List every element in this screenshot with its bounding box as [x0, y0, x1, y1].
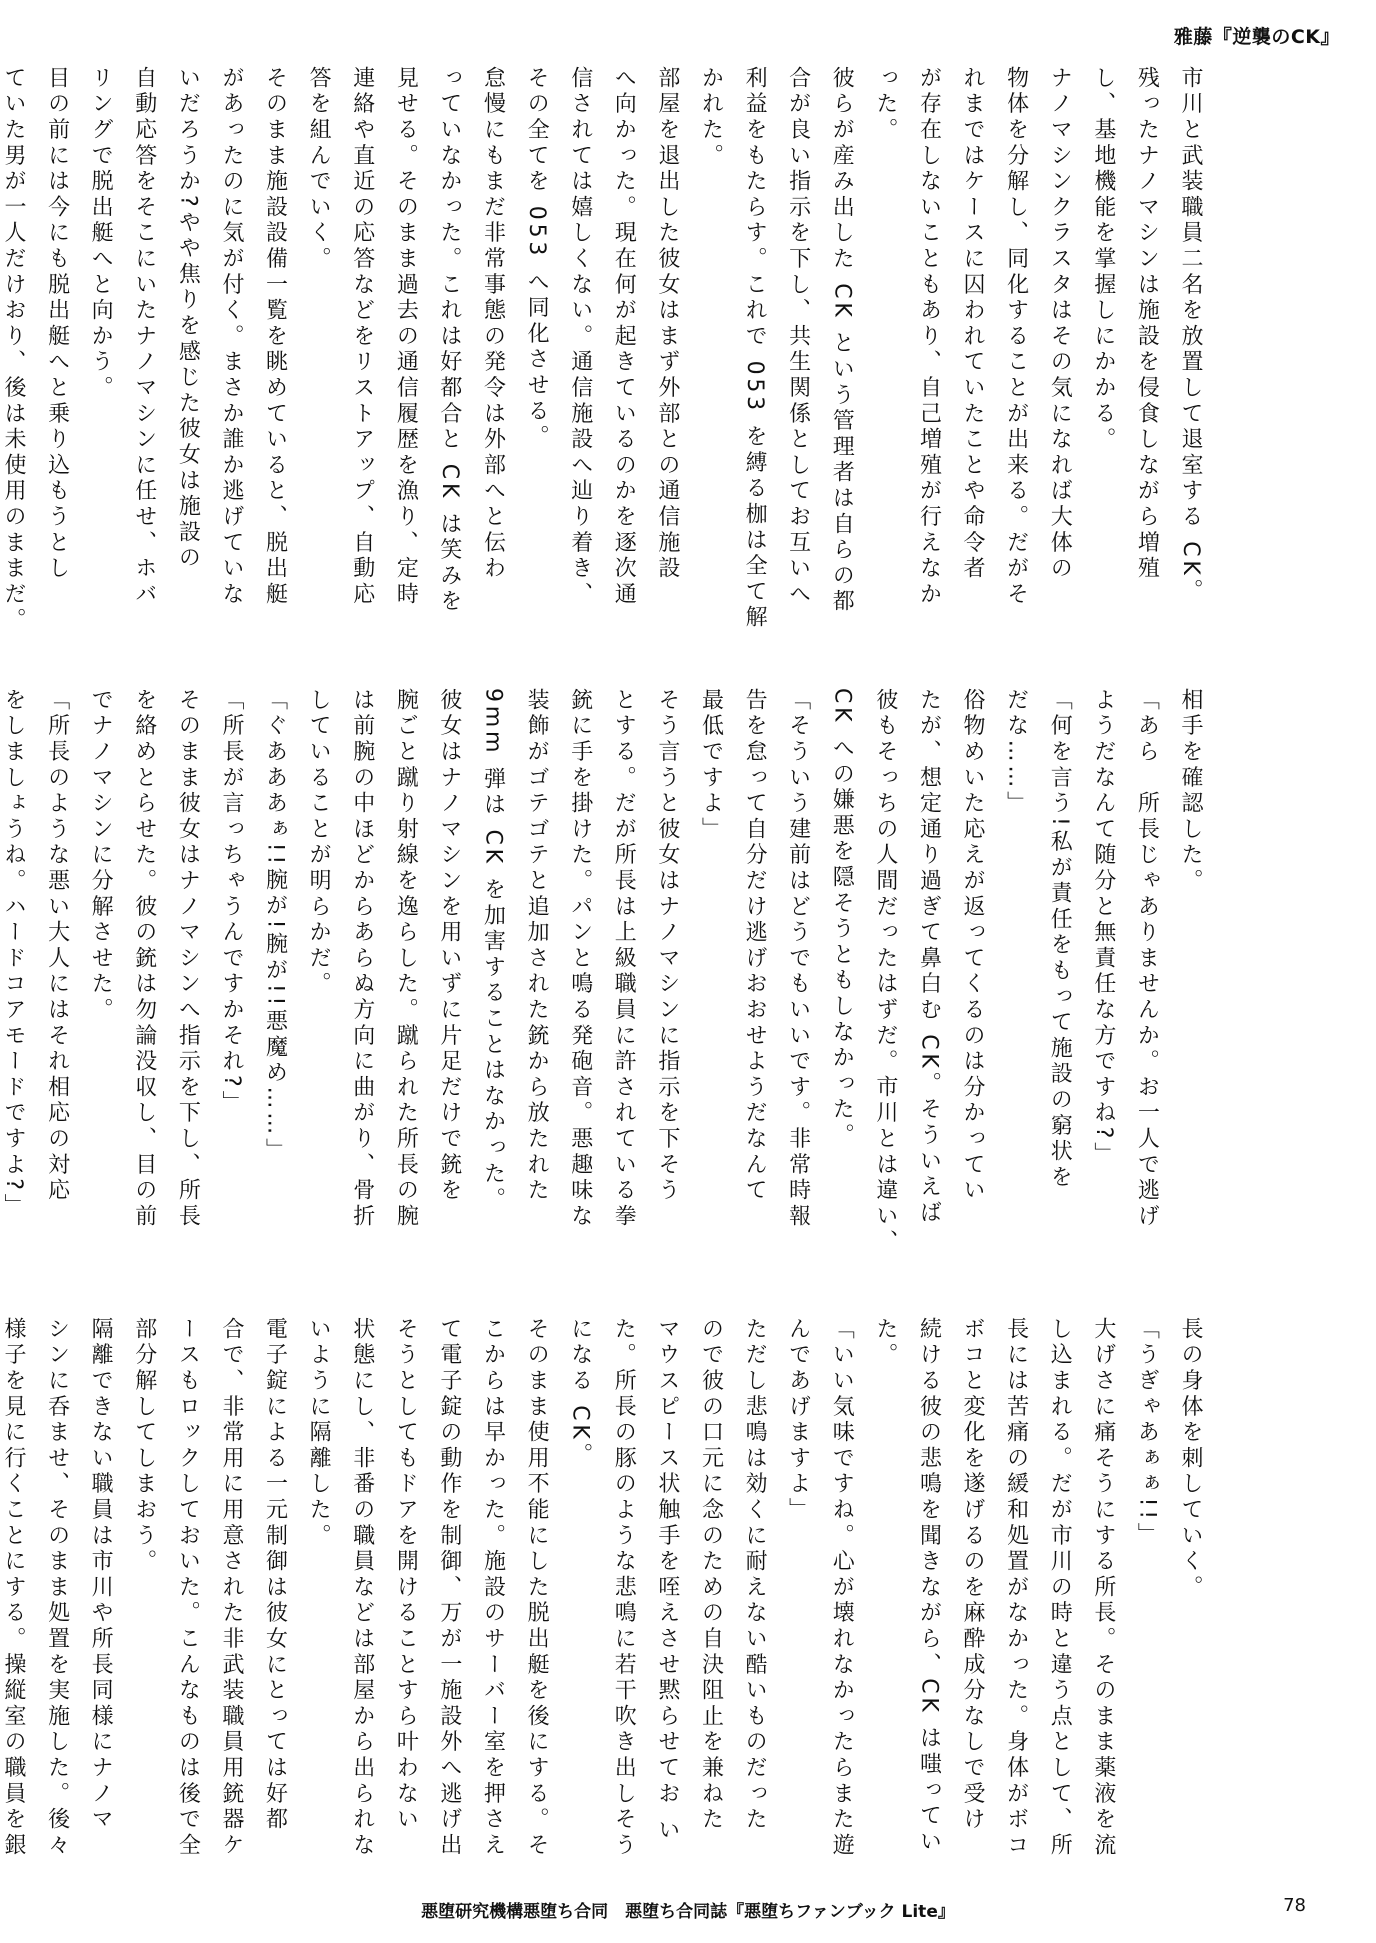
text-column-line: そのまま使用不能にした脱出艇を後にする。そ: [524, 1317, 550, 1859]
text-column-line: 告を怠って自分だけ逃げおおせようだなんて: [742, 688, 768, 1204]
text-column-line: たが、想定通り過ぎて鼻白む CK。そういえば: [916, 688, 942, 1227]
text-column-line: し、基地機能を掌握しにかかる。: [1090, 66, 1116, 453]
text-column-line: 目の前には今にも脱出艇へと乗り込もうとし: [44, 66, 70, 582]
text-column-line: 腕ごと蹴り射線を逸らした。蹴られた所長の腕: [393, 688, 419, 1230]
text-column-line: 続ける彼の悲鳴を聞きながら、CK は嗤ってい: [916, 1317, 942, 1856]
text-column-line: 銃に手を掛けた。パンと鳴る発砲音。悪趣味な: [567, 688, 593, 1230]
text-column-line: 部屋を退出した彼女はまず外部との通信施設: [654, 66, 680, 582]
text-column-line: CK への嫌悪を隠そうともしなかった。: [829, 688, 855, 1149]
text-column-line: 様子を見に行くことにする。操縦室の職員を銀: [0, 1317, 26, 1859]
text-column-line: 大げさに痛そうにする所長。そのまま薬液を流: [1090, 1317, 1116, 1859]
text-column-line: こからは早かった。施設のサーバー室を押さえ: [480, 1317, 506, 1859]
text-column-line: その全てを 053 へ同化させる。: [524, 66, 550, 451]
text-column-line: 自動応答をそこにいたナノマシンに任せ、ホバ: [131, 66, 157, 608]
text-column-line: 長の身体を刺していく。: [1178, 1317, 1203, 1601]
text-column-line: でナノマシンに分解させた。: [88, 688, 114, 1024]
text-column-line: は前腕の中ほどからあらぬ方向に曲がり、骨折: [349, 688, 375, 1230]
text-column-line: 「所長が言っちゃうんですかそれ?」: [218, 688, 244, 1117]
text-column-line: そのまま施設設備一覧を眺めていると、脱出艇: [262, 66, 288, 608]
text-column-line: 長には苦痛の緩和処置がなかった。身体がボコ: [1003, 1317, 1029, 1859]
text-column-line: 怠慢にもまだ非常事態の発令は外部へと伝わ: [480, 66, 506, 582]
text-column-line: 装飾がゴテゴテと追加された銃から放たれた: [524, 688, 550, 1204]
text-column-line: が存在しないこともあり、自己増殖が行えなか: [916, 66, 942, 608]
text-column-line: 「いい気味ですね。心が壊れなかったらまた遊: [829, 1317, 855, 1859]
text-column-line: ボコと変化を遂げるのを麻酔成分なしで受け: [960, 1317, 986, 1833]
text-column-line: マウスピース状触手を咥えさせ黙らせてお い: [654, 1317, 680, 1844]
text-column-line: 利益をもたらす。これで 053 を縛る枷は全て解: [742, 66, 768, 632]
text-column-line: していることが明らかだ。: [306, 688, 332, 998]
text-column-line: 状態にし、非番の職員などは部屋から出られな: [349, 1317, 375, 1859]
page-header-title: 雅藤『逆襲のCK』: [1173, 26, 1340, 48]
text-block-bottom: [0, 1317, 1212, 1877]
page-footer-title: 悪堕研究機構悪堕ち合同 悪堕ち合同誌『悪堕ちファンブック Lite』: [421, 1902, 955, 1922]
text-column-line: ースもロックしておいた。こんなものは後で全: [175, 1317, 201, 1859]
text-column-line: 「うぎゃあぁぁ!!」: [1134, 1317, 1160, 1549]
text-column-line: 答を組んでいく。: [306, 66, 332, 273]
text-column-line: 部分解してしまおう。: [131, 1317, 157, 1575]
text-column-line: いように隔離した。: [306, 1317, 332, 1550]
text-column-line: 隔離できない職員は市川や所長同様にナノマ: [88, 1317, 114, 1833]
text-column-line: 彼らが産み出した CK という管理者は自らの都: [829, 66, 855, 616]
text-column-line: へ向かった。現在何が起きているのかを逐次通: [611, 66, 637, 608]
text-column-line: た。: [872, 1317, 898, 1369]
text-column-line: をしましょうね。ハードコアモードですよ?」: [0, 688, 26, 1220]
text-column-line: 相手を確認した。: [1178, 688, 1203, 895]
text-column-line: ナノマシンクラスタはその気になれば大体の: [1047, 66, 1073, 582]
text-column-line: 最低ですよ」: [698, 688, 724, 843]
text-column-line: があったのに気が付く。まさか誰か逃げていな: [218, 66, 244, 608]
text-column-line: 残ったナノマシンは施設を侵食しながら増殖: [1134, 66, 1160, 582]
text-column-line: 見せる。そのまま過去の通信履歴を漁り、定時: [393, 66, 419, 608]
text-column-line: リングで脱出艇へと向かう。: [88, 66, 114, 402]
text-column-line: そうとしてもドアを開けることすら叶わない: [393, 1317, 419, 1833]
text-column-line: 物体を分解し、同化することが出来る。だがそ: [1003, 66, 1029, 608]
text-column-line: とする。だが所長は上級職員に許されている拳: [611, 688, 637, 1230]
text-column-line: った。: [872, 66, 898, 144]
text-column-line: んであげますよ」: [785, 1317, 811, 1524]
text-column-line: いだろうか?やや焦りを感じた彼女は施設の: [175, 66, 201, 572]
text-column-line: ていた男が一人だけおり、後は未使用のままだ。: [0, 66, 26, 634]
text-column-line: かれた。: [698, 66, 724, 170]
text-column-line: 9mm 弾は CK を加害することはなかった。: [480, 688, 506, 1214]
text-column-line: 「所長のような悪い大人にはそれ相応の対応: [44, 688, 70, 1204]
text-column-line: 「そういう建前はどうでもいいです。非常時報: [785, 688, 811, 1230]
text-block-middle: [0, 688, 1212, 1298]
text-column-line: 「何を言う!私が責任をもって施設の窮状を: [1047, 688, 1073, 1191]
text-column-line: シンに呑ませ、そのまま処置を実施した。後々: [44, 1317, 70, 1859]
text-column-line: 信されては嬉しくない。通信施設へ辿り着き、: [567, 66, 593, 608]
text-column-line: 電子錠による一元制御は彼女にとっては好都: [262, 1317, 288, 1833]
text-column-line: になる CK。: [567, 1317, 593, 1469]
text-column-line: っていなかった。これは好都合と CK は笑みを: [436, 66, 462, 616]
text-column-line: そう言うと彼女はナノマシンに指示を下そう: [654, 688, 680, 1204]
text-column-line: そのまま彼女はナノマシンへ指示を下し、所長: [175, 688, 201, 1230]
text-column-line: 彼女はナノマシンを用いずに片足だけで銃を: [436, 688, 462, 1204]
text-column-line: れまではケースに囚われていたことや命令者: [960, 66, 986, 582]
text-column-line: し込まれる。だが市川の時と違う点として、所: [1047, 1317, 1073, 1859]
text-column-line: を絡めとらせた。彼の銃は勿論没収し、目の前: [131, 688, 157, 1230]
text-column-line: て電子錠の動作を制御、万が一施設外へ逃げ出: [436, 1317, 462, 1859]
text-column-line: ようだなんて随分と無責任な方ですね?」: [1090, 688, 1116, 1168]
text-column-line: だな……」: [1003, 688, 1029, 817]
page-number: 78: [1283, 1895, 1306, 1916]
text-column-line: 連絡や直近の応答などをリストアップ、自動応: [349, 66, 375, 608]
text-column-line: 合が良い指示を下し、共生関係としてお互いへ: [785, 66, 811, 608]
text-block-top: [0, 66, 1212, 666]
text-column-line: 「ぐあああぁ!!腕が!腕が!!悪魔め……」: [262, 688, 288, 1164]
text-column-line: 彼もそっちの人間だったはずだ。市川とは違い、: [872, 688, 898, 1256]
text-column-line: 市川と武装職員二名を放置して退室する CK。: [1178, 66, 1203, 605]
text-column-line: ただし悲鳴は効くに耐えない酷いものだった: [742, 1317, 768, 1833]
text-column-line: 俗物めいた応えが返ってくるのは分かってい: [960, 688, 986, 1204]
text-column-line: 合で、非常用に用意された非武装職員用銃器ケ: [218, 1317, 244, 1859]
text-column-line: 「あら 所長じゃありませんか。お一人で逃げ: [1134, 688, 1160, 1230]
text-column-line: ので彼の口元に念のための自決阻止を兼ねた: [698, 1317, 724, 1833]
text-column-line: た。所長の豚のような悲鳴に若干吹き出しそう: [611, 1317, 637, 1859]
